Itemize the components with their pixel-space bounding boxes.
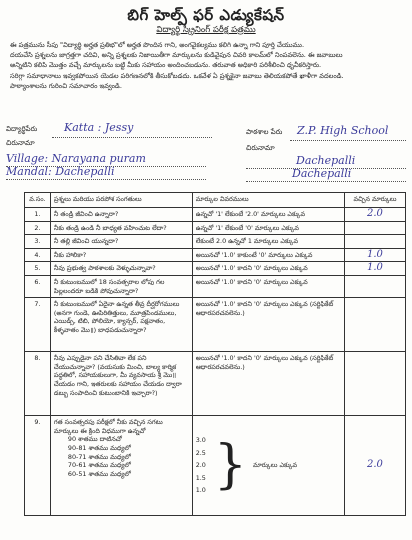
school-place-value[interactable]: Dachepalli	[296, 154, 356, 167]
row-no: 1.	[25, 208, 51, 222]
row-marks-detail: ఉన్నచో '1' లేకుంటే '2.0' మార్కులు ఎక్కువ	[192, 208, 344, 222]
table-row	[25, 298, 406, 352]
row-score[interactable]	[344, 275, 405, 297]
row-marks-detail	[192, 416, 344, 516]
table-row	[25, 416, 406, 516]
school-address-label: చిరునామా	[246, 144, 275, 152]
row-score[interactable]: 1.0	[344, 248, 405, 262]
points-list	[196, 434, 206, 497]
row-no: 3.	[25, 235, 51, 249]
row-marks-detail: అయినచో '1.0' కాకుంటే '0' మార్కులు ఎక్కువ	[192, 248, 344, 262]
row-question: నీవు ప్రభుత్వ పాఠశాలకు వెళ్ళుచున్నావా?	[50, 262, 192, 276]
school-place-value-2[interactable]: Dachepalli	[292, 167, 352, 180]
school-name-value[interactable]: Z.P. High School	[297, 124, 389, 137]
point-item: 1.5	[195, 473, 206, 482]
row-no: 9.	[25, 416, 51, 516]
instruction-line: సరిగ్గా సమాధానాలు ఇవ్వకపోయిన యెడల పరిగణనలోకి తీసుకోబడదు. ఒకవేళ ఏ ప్రశ్నకైనా జవాబు తెలియకపోతే ఖాళీగా వదలండి.	[10, 71, 344, 80]
row-marks-detail: అయినచో '1.0' కాదని '0' మార్కులు ఎక్కువ (సర్టిఫికేట్ ఆధారపరచవలెను.)	[192, 298, 344, 352]
row-question	[50, 416, 192, 516]
student-name-line	[52, 137, 212, 138]
table-row	[25, 262, 406, 276]
band-item: 80-71 శాతము మధ్యలో	[67, 452, 131, 461]
row-no: 8.	[25, 352, 51, 416]
row-question: నీ కుటుంబములో 18 సంవత్సరాల లోపు గల పిల్లలందరూ బడికి పోవుచున్నారా?	[50, 275, 192, 297]
row-marks-detail: లేకుంటే 2.0 ఉన్నచో 1 మార్కులు ఎక్కువ	[192, 235, 344, 249]
table-header-row	[25, 193, 406, 208]
table-row	[25, 221, 406, 235]
row-marks-detail: ఉన్నచో '1' లేకుంటే '0' మార్కులు ఎక్కువ	[192, 221, 344, 235]
school-name-line	[290, 140, 406, 141]
screening-table	[24, 192, 406, 516]
student-name-label: విద్యార్థిపేరు	[6, 125, 38, 133]
col-header-no: వ.సం.	[25, 193, 51, 208]
row-score[interactable]	[344, 221, 405, 235]
band-item: 90-81 శాతము మధ్యలో	[67, 443, 131, 452]
point-item: 2.5	[195, 448, 206, 457]
points-caption: మార్కులు ఎక్కువ	[252, 461, 298, 470]
instruction-line: అన్నిటిని కలిపి మొత్తం వచ్చే మార్కులను బట్టి మీకు సహాయం అందించబడును. తరువాత అధికారి పరిశీలించి ధృవీకరిస్తారు.	[10, 61, 322, 70]
school-name-label: పాఠశాల పేరు	[246, 128, 283, 136]
band-item: 90 శాతము దాటినచో	[67, 435, 122, 444]
row-no: 5.	[25, 262, 51, 276]
col-header-marks-detail: మార్కుల వివరములు	[192, 193, 344, 208]
row-no: 7.	[25, 298, 51, 352]
row-score[interactable]	[344, 352, 405, 416]
row-question: నీ కుటుంబములో ఏదైనా ఉన్నత తీవ్ర దీర్ఘరోగములు (అనగా గుండె, ఊపిరితిత్తులు, మూత్రపిండములు, ఎయిడ్స్, టిబి, పోలియో, క్యాన్సర్, పక్షవాతం, కీళ్ళవాతం మొ॥) బాధపడుచున్నారా?	[50, 298, 192, 352]
table-row	[25, 352, 406, 416]
table-row	[25, 235, 406, 249]
row-marks-detail: అయినచో '1.0' కాదని '0' మార్కులు ఎక్కువ	[192, 275, 344, 297]
band-item: 70-61 శాతము మధ్యలో	[67, 461, 131, 470]
instruction-line: పాఠ్యాంశాలను గురించి సమాచారం ఇవ్వండి.	[10, 81, 122, 90]
instruction-line: ఈ పత్రమును సీపు "విద్యార్థి అర్హత ప్రతిభ"లో అర్హత పొందిన గాని, అంగవైకల్యము కలిగి ఉన్నా గాని పూర్తి చేయుము.	[10, 41, 305, 49]
point-item: 1.0	[195, 486, 206, 495]
col-header-question: ప్రశ్నలు మరియు పరపోశ సంగతులు	[50, 193, 192, 208]
row-no: 4.	[25, 248, 51, 262]
point-item: 2.0	[195, 461, 206, 470]
row-question: నీ తల్లి జీవించి యున్నదా?	[50, 235, 192, 249]
village-value[interactable]: Village: Narayana puram	[6, 152, 146, 165]
row-question: నీ తండ్రి జీవించి ఉన్నారా?	[50, 208, 192, 222]
student-name-value[interactable]: Katta : Jessy	[64, 121, 134, 134]
row-marks-detail: అయినచో '1.0' కాదని '0' మార్కులు ఎక్కువ (సర్టిఫికేట్ ఆధారపరచవలెను.)	[192, 352, 344, 416]
col-header-score: వచ్చిన మార్కులు	[344, 193, 405, 208]
row-score[interactable]	[344, 235, 405, 249]
row-score[interactable]: 2.0	[344, 208, 405, 222]
band-item: 60-51 శాతము మధ్యలో	[67, 469, 131, 478]
row-score[interactable]	[344, 298, 405, 352]
instruction-line: దయచేసి ప్రశ్నలను జాగ్రత్తగా చదివి, అన్ని ప్రశ్నలకు నిజాయితీగా మార్కులను కుడివైపున చివరి కాలమ్‌లో నింపవలెను. ఈ జవాబులు	[10, 51, 343, 60]
table-row	[25, 208, 406, 222]
row-marks-detail: అయినచో '1.0' కాదని '0' మార్కులు ఎక్కువ	[192, 262, 344, 276]
row-question-text: గత సంవత్సరపు పరీక్షలో నీకు వచ్చిన సగటు మార్కులు ఈ క్రింది విధముగా ఉన్నచో	[53, 418, 163, 435]
school-place-line-2	[246, 181, 406, 182]
row-score[interactable]: 2.0	[344, 416, 405, 516]
row-question: నీకు తండ్రి ఉండి నీ బాధ్యత వహించుట లేదా?	[50, 221, 192, 235]
row-question: నీకు హాలికా?	[50, 248, 192, 262]
point-item: 3.0	[195, 436, 206, 445]
form-subtitle: విద్యార్థి స్క్రీనింగ్ పరీక్ష పత్రము	[156, 25, 256, 35]
row-no: 2.	[25, 221, 51, 235]
student-address-label: చిరునామా	[6, 139, 35, 147]
mandal-line	[6, 179, 206, 180]
brace-icon: }	[213, 435, 247, 496]
points-group	[196, 434, 341, 497]
instructions	[10, 40, 404, 91]
form-title: బిగ్ హెల్ప్ ఫర్ ఎడ్యుకేషన్	[127, 6, 285, 24]
band-list	[54, 435, 189, 478]
table-row	[25, 275, 406, 297]
row-question: నీవు ఎప్పుడైనా పని చేసితివా లేక పని చేయుచున్నావా? (వయసుకు మించి, బాల్య కార్మిక పద్ధతిలో, సహాయకులుగా, మీ వ్యవసాయ శ్రీ మొ॥ చేయడం గాని, ఇతరులకు సహాయం చేయడం ద్వారా డబ్బు సంపాదించి కుటుంబానికి ఇచ్చారా?)	[50, 352, 192, 416]
mandal-value[interactable]: Mandal: Dachepalli	[6, 165, 115, 178]
table-row	[25, 248, 406, 262]
row-score[interactable]: 1.0	[344, 262, 405, 276]
row-no: 6.	[25, 275, 51, 297]
